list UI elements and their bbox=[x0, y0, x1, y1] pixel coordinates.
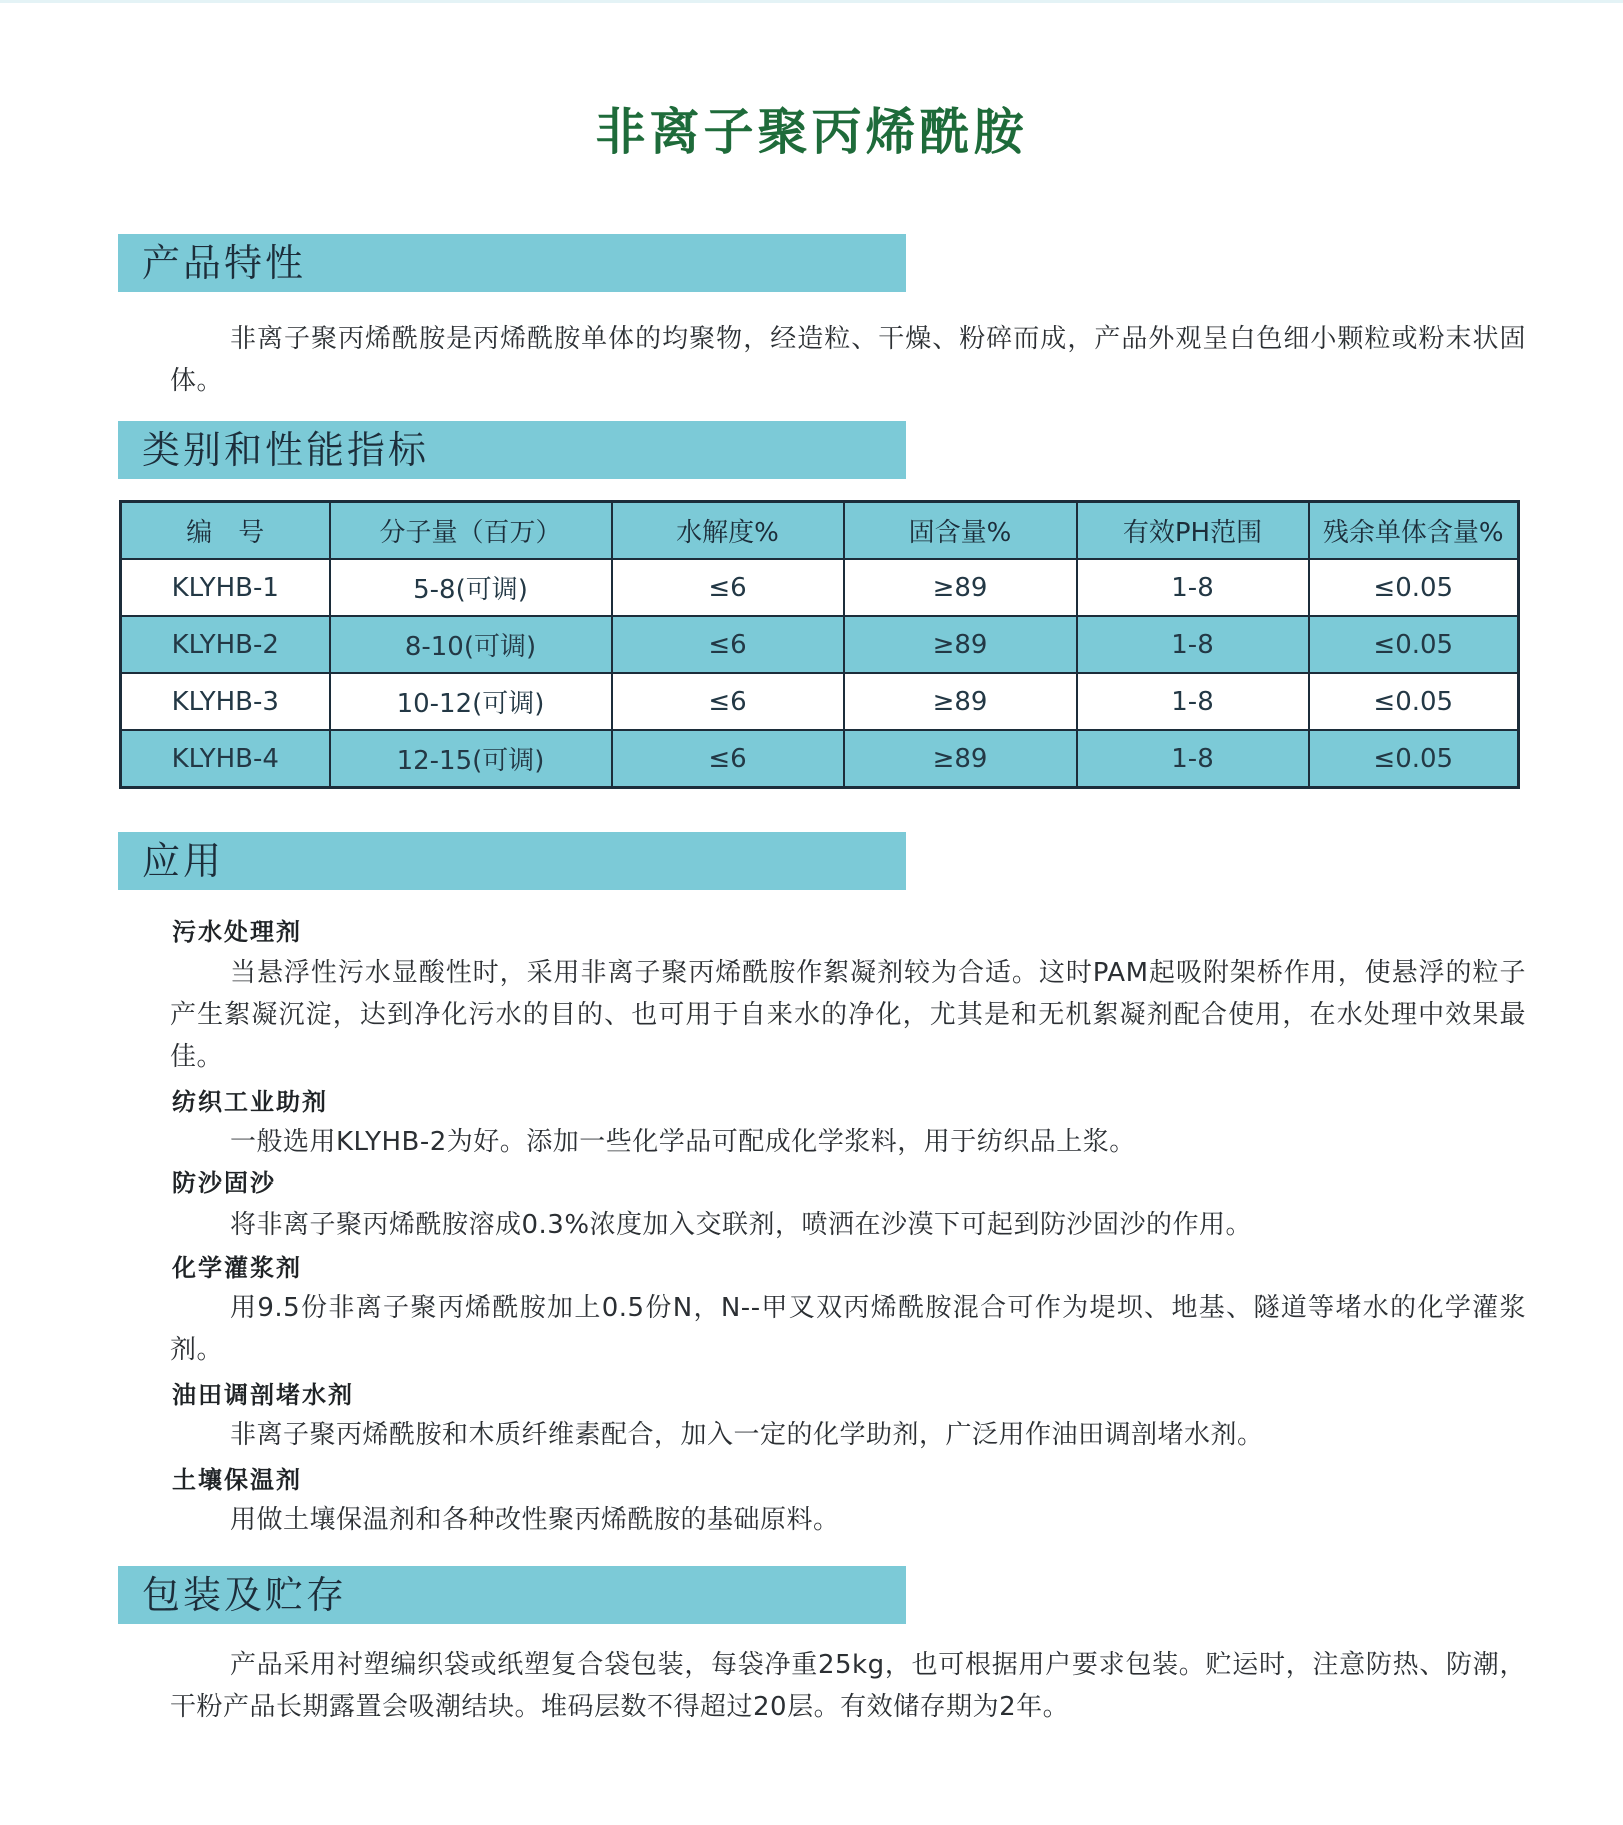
cell-ph-range: 1-8 bbox=[1077, 616, 1309, 673]
application-label-sand-control: 防沙固沙 bbox=[172, 1169, 276, 1197]
section-heading-specs: 类别和性能指标 bbox=[142, 428, 430, 472]
application-text-grouting: 用9.5份非离子聚丙烯酰胺加上0.5份N，N--甲叉双丙烯酰胺混合可作为堤坝、地基、隧道等堵水的化学灌浆剂。 bbox=[170, 1293, 1526, 1365]
col-header-solid-content: 固含量% bbox=[844, 502, 1077, 560]
application-label-oilfield: 油田调剖堵水剂 bbox=[172, 1381, 354, 1409]
application-label-textile: 纺织工业助剂 bbox=[172, 1088, 328, 1116]
spec-table-header-row bbox=[121, 502, 1519, 560]
cell-residual-monomer: ≤0.05 bbox=[1309, 673, 1519, 730]
section-band-specs bbox=[118, 421, 906, 479]
cell-residual-monomer: ≤0.05 bbox=[1309, 616, 1519, 673]
col-header-model: 编 号 bbox=[121, 502, 330, 560]
section-band-properties bbox=[118, 234, 906, 292]
col-header-residual-monomer: 残余单体含量% bbox=[1309, 502, 1519, 560]
page-title: 非离子聚丙烯酰胺 bbox=[595, 103, 1028, 161]
table-row bbox=[121, 559, 1519, 616]
cell-hydrolysis: ≤6 bbox=[612, 616, 844, 673]
section-band-packaging bbox=[118, 1566, 906, 1624]
cell-solid-content: ≥89 bbox=[844, 730, 1077, 788]
application-label-wastewater: 污水处理剂 bbox=[172, 918, 302, 946]
cell-molecular-weight: 5-8(可调) bbox=[330, 559, 612, 616]
section-heading-packaging: 包装及贮存 bbox=[142, 1573, 348, 1617]
application-label-grouting: 化学灌浆剂 bbox=[172, 1254, 302, 1282]
application-text-textile: 一般选用KLYHB-2为好。添加一些化学品可配成化学浆料，用于纺织品上浆。 bbox=[230, 1127, 1136, 1157]
top-rule bbox=[0, 0, 1623, 3]
cell-ph-range: 1-8 bbox=[1077, 673, 1309, 730]
cell-residual-monomer: ≤0.05 bbox=[1309, 559, 1519, 616]
section-heading-applications: 应用 bbox=[142, 839, 225, 883]
cell-molecular-weight: 12-15(可调) bbox=[330, 730, 612, 788]
table-row bbox=[121, 730, 1519, 788]
cell-model: KLYHB-1 bbox=[121, 559, 330, 616]
section-heading-properties: 产品特性 bbox=[142, 241, 307, 285]
table-row bbox=[121, 673, 1519, 730]
cell-hydrolysis: ≤6 bbox=[612, 730, 844, 788]
packaging-paragraph: 产品采用衬塑编织袋或纸塑复合袋包装，每袋净重25kg，也可根据用户要求包装。贮运时，注意防热、防潮，干粉产品长期露置会吸潮结块。堆码层数不得超过20层。有效储存期为2年。 bbox=[170, 1650, 1526, 1722]
application-label-soil: 土壤保温剂 bbox=[172, 1466, 302, 1494]
section-band-applications bbox=[118, 832, 906, 890]
cell-solid-content: ≥89 bbox=[844, 559, 1077, 616]
cell-hydrolysis: ≤6 bbox=[612, 559, 844, 616]
application-text-soil: 用做土壤保温剂和各种改性聚丙烯酰胺的基础原料。 bbox=[230, 1505, 840, 1535]
properties-paragraph: 非离子聚丙烯酰胺是丙烯酰胺单体的均聚物，经造粒、干燥、粉碎而成，产品外观呈白色细小颗粒或粉末状固体。 bbox=[170, 324, 1526, 396]
cell-hydrolysis: ≤6 bbox=[612, 673, 844, 730]
col-header-molecular-weight: 分子量（百万） bbox=[330, 502, 612, 560]
col-header-hydrolysis: 水解度% bbox=[612, 502, 844, 560]
spec-table bbox=[119, 500, 1520, 789]
col-header-ph-range: 有效PH范围 bbox=[1077, 502, 1309, 560]
cell-molecular-weight: 8-10(可调) bbox=[330, 616, 612, 673]
cell-ph-range: 1-8 bbox=[1077, 559, 1309, 616]
cell-molecular-weight: 10-12(可调) bbox=[330, 673, 612, 730]
cell-model: KLYHB-2 bbox=[121, 616, 330, 673]
cell-solid-content: ≥89 bbox=[844, 673, 1077, 730]
cell-model: KLYHB-3 bbox=[121, 673, 330, 730]
application-text-wastewater: 当悬浮性污水显酸性时，采用非离子聚丙烯酰胺作絮凝剂较为合适。这时PAM起吸附架桥作用，使悬浮的粒子产生絮凝沉淀，达到净化污水的目的、也可用于自来水的净化，尤其是和无机絮凝剂配合使用，在水处理中效果最佳。 bbox=[170, 958, 1526, 1072]
application-text-oilfield: 非离子聚丙烯酰胺和木质纤维素配合，加入一定的化学助剂，广泛用作油田调剖堵水剂。 bbox=[230, 1420, 1264, 1450]
cell-ph-range: 1-8 bbox=[1077, 730, 1309, 788]
application-text-sand-control: 将非离子聚丙烯酰胺溶成0.3%浓度加入交联剂，喷洒在沙漠下可起到防沙固沙的作用。 bbox=[230, 1210, 1253, 1240]
cell-solid-content: ≥89 bbox=[844, 616, 1077, 673]
cell-residual-monomer: ≤0.05 bbox=[1309, 730, 1519, 788]
table-row bbox=[121, 616, 1519, 673]
cell-model: KLYHB-4 bbox=[121, 730, 330, 788]
